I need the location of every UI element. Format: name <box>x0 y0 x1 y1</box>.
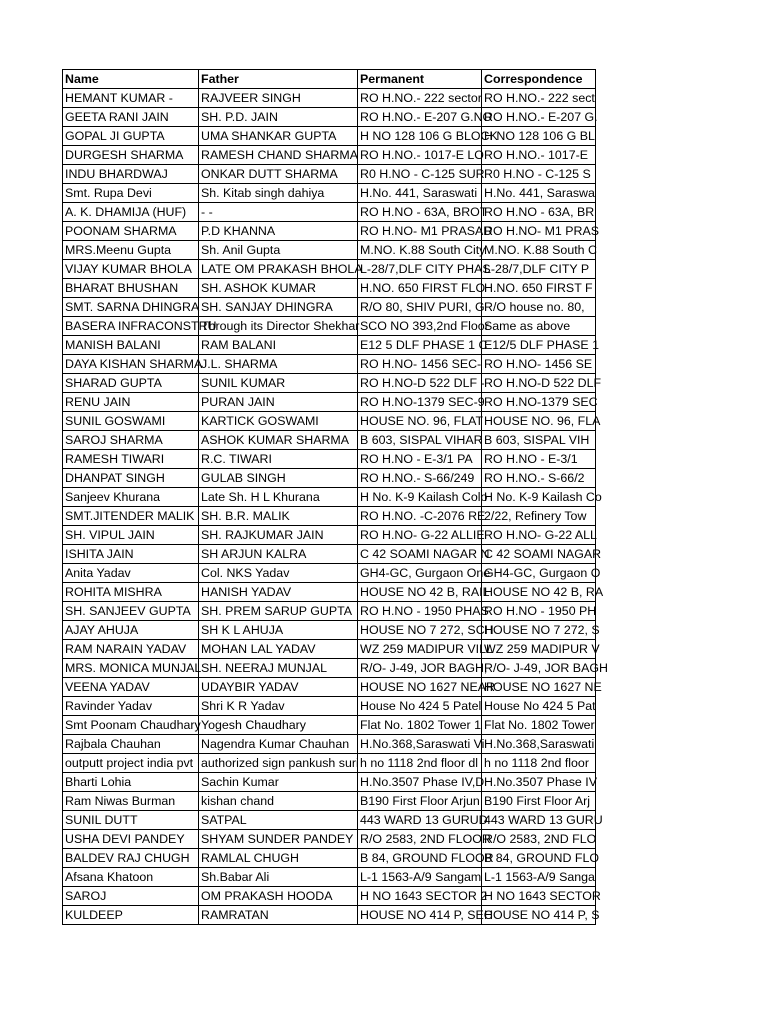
permanent-cell[interactable]: H.No.3507 Phase IV,D <box>358 773 482 792</box>
table-row <box>63 754 596 773</box>
name-cell[interactable]: RAM NARAIN YADAV <box>63 640 199 659</box>
correspondence-cell[interactable]: B 84, GROUND FLO <box>482 849 596 868</box>
father-cell[interactable]: SH. NEERAJ MUNJAL <box>199 659 358 678</box>
table-row <box>63 127 596 146</box>
name-cell[interactable]: GEETA RANI JAIN <box>63 108 199 127</box>
column-header-permanent[interactable]: Permanent <box>358 70 482 89</box>
name-cell[interactable]: outputt project india pvt <box>63 754 199 773</box>
permanent-cell[interactable]: HOUSE NO 414 P, SEC <box>358 906 482 925</box>
father-cell[interactable]: Shri K R Yadav <box>199 697 358 716</box>
father-cell[interactable]: Nagendra Kumar Chauhan <box>199 735 358 754</box>
correspondence-cell[interactable]: RO H.NO.- E-207 G. <box>482 108 596 127</box>
table-row <box>63 431 596 450</box>
father-cell[interactable]: RAMLAL CHUGH <box>199 849 358 868</box>
table-row <box>63 887 596 906</box>
table-row <box>63 412 596 431</box>
permanent-cell[interactable]: RO H.NO- 1456 SEC- <box>358 355 482 374</box>
table-row <box>63 697 596 716</box>
table-row <box>63 222 596 241</box>
table-row <box>63 564 596 583</box>
father-cell[interactable]: SH K L AHUJA <box>199 621 358 640</box>
table-row <box>63 526 596 545</box>
table-row <box>63 317 596 336</box>
table-row <box>63 868 596 887</box>
correspondence-cell[interactable]: RO H.NO - 1950 PH <box>482 602 596 621</box>
father-cell[interactable]: ASHOK KUMAR SHARMA <box>199 431 358 450</box>
correspondence-cell[interactable]: HOUSE NO 42 B, RA <box>482 583 596 602</box>
permanent-cell[interactable]: RO H.NO.- S-66/249 <box>358 469 482 488</box>
correspondence-cell[interactable]: RO H.NO-1379 SEC <box>482 393 596 412</box>
correspondence-cell[interactable]: h no 1118 2nd floor <box>482 754 596 773</box>
father-cell[interactable]: Sh. Kitab singh dahiya <box>199 184 358 203</box>
permanent-cell[interactable]: WZ 259 MADIPUR VILL <box>358 640 482 659</box>
permanent-cell[interactable]: 443 WARD 13 GURUD <box>358 811 482 830</box>
name-cell[interactable]: BALDEV RAJ CHUGH <box>63 849 199 868</box>
table-row <box>63 203 596 222</box>
father-cell[interactable]: P.D KHANNA <box>199 222 358 241</box>
correspondence-cell[interactable]: H.No.3507 Phase IV <box>482 773 596 792</box>
correspondence-cell[interactable]: H.NO. 650 FIRST F <box>482 279 596 298</box>
name-cell[interactable]: Smt. Rupa Devi <box>63 184 199 203</box>
data-table <box>62 69 608 925</box>
table-row <box>63 640 596 659</box>
name-cell[interactable]: Afsana Khatoon <box>63 868 199 887</box>
table-row <box>63 811 596 830</box>
father-cell[interactable]: authorized sign pankush suri <box>199 754 358 773</box>
permanent-cell[interactable]: HOUSE NO 42 B, RAIL <box>358 583 482 602</box>
name-cell[interactable]: RENU JAIN <box>63 393 199 412</box>
father-cell[interactable]: GULAB SINGH <box>199 469 358 488</box>
name-cell[interactable]: SAROJ <box>63 887 199 906</box>
correspondence-cell[interactable]: 2/22, Refinery Tow <box>482 507 596 526</box>
table-row <box>63 298 596 317</box>
permanent-cell[interactable]: R/O 2583, 2ND FLOOR <box>358 830 482 849</box>
permanent-cell[interactable]: M.NO. K.88 South City <box>358 241 482 260</box>
permanent-cell[interactable]: R/O 80, SHIV PURI, G <box>358 298 482 317</box>
permanent-cell[interactable]: L-28/7,DLF CITY PHAS <box>358 260 482 279</box>
father-cell[interactable]: SUNIL KUMAR <box>199 374 358 393</box>
table-row <box>63 545 596 564</box>
permanent-cell[interactable]: h no 1118 2nd floor dl <box>358 754 482 773</box>
correspondence-cell[interactable]: HOUSE NO 7 272, S <box>482 621 596 640</box>
name-cell[interactable]: SH. VIPUL JAIN <box>63 526 199 545</box>
permanent-cell[interactable]: B190 First Floor Arjun <box>358 792 482 811</box>
table-row <box>63 146 596 165</box>
name-cell[interactable]: Bharti Lohia <box>63 773 199 792</box>
table-row <box>63 184 596 203</box>
table-row <box>63 374 596 393</box>
father-cell[interactable]: SH. P.D. JAIN <box>199 108 358 127</box>
father-cell[interactable]: SH ARJUN KALRA <box>199 545 358 564</box>
name-cell[interactable]: SH. SANJEEV GUPTA <box>63 602 199 621</box>
table-row <box>63 279 596 298</box>
father-cell[interactable]: RAMRATAN <box>199 906 358 925</box>
father-cell[interactable]: LATE OM PRAKASH BHOLA <box>199 260 358 279</box>
father-cell[interactable]: - - <box>199 203 358 222</box>
father-cell[interactable]: OM PRAKASH HOODA <box>199 887 358 906</box>
correspondence-cell[interactable]: R/O- J-49, JOR BAGH <box>482 659 596 678</box>
name-cell[interactable]: ISHITA JAIN <box>63 545 199 564</box>
father-cell[interactable]: SHYAM SUNDER PANDEY <box>199 830 358 849</box>
name-cell[interactable]: SUNIL GOSWAMI <box>63 412 199 431</box>
name-cell[interactable]: DAYA KISHAN SHARMA <box>63 355 199 374</box>
table-row <box>63 621 596 640</box>
name-cell[interactable]: MRS. MONICA MUNJAL <box>63 659 199 678</box>
name-cell[interactable]: VEENA YADAV <box>63 678 199 697</box>
name-cell[interactable]: GOPAL JI GUPTA <box>63 127 199 146</box>
father-cell[interactable]: SH. B.R. MALIK <box>199 507 358 526</box>
correspondence-cell[interactable]: RO H.NO - E-3/1 <box>482 450 596 469</box>
correspondence-cell[interactable]: House No 424 5 Pat <box>482 697 596 716</box>
table-row <box>63 336 596 355</box>
name-cell[interactable]: SMT. SARNA DHINGRA <box>63 298 199 317</box>
name-cell[interactable]: Ram Niwas Burman <box>63 792 199 811</box>
correspondence-cell[interactable]: L-1 1563-A/9 Sanga <box>482 868 596 887</box>
father-cell[interactable]: Through its Director Shekhar <box>199 317 358 336</box>
father-cell[interactable]: RAJVEER SINGH <box>199 89 358 108</box>
table-row <box>63 108 596 127</box>
permanent-cell[interactable]: Flat No. 1802 Tower 1 <box>358 716 482 735</box>
correspondence-cell[interactable]: R/O 2583, 2ND FLO <box>482 830 596 849</box>
table-row <box>63 260 596 279</box>
correspondence-cell[interactable]: H.No.368,Saraswati <box>482 735 596 754</box>
father-cell[interactable]: Sachin Kumar <box>199 773 358 792</box>
permanent-cell[interactable]: R/O- J-49, JOR BAGH, <box>358 659 482 678</box>
permanent-cell[interactable]: RO H.NO-D 522 DLF - <box>358 374 482 393</box>
father-cell[interactable]: J.L. SHARMA <box>199 355 358 374</box>
correspondence-cell[interactable]: HOUSE NO. 96, FLA <box>482 412 596 431</box>
column-header-father[interactable]: Father <box>199 70 358 89</box>
name-cell[interactable]: A. K. DHAMIJA (HUF) <box>63 203 199 222</box>
name-cell[interactable]: INDU BHARDWAJ <box>63 165 199 184</box>
table-row <box>63 849 596 868</box>
permanent-cell[interactable]: H.No.368,Saraswati Vi <box>358 735 482 754</box>
permanent-cell[interactable]: RO H.NO - 1950 PHAS <box>358 602 482 621</box>
permanent-cell[interactable]: H No. K-9 Kailash Colo <box>358 488 482 507</box>
table-row <box>63 488 596 507</box>
permanent-cell[interactable]: RO H.NO.- 222 sector <box>358 89 482 108</box>
permanent-cell[interactable]: RO H.NO.- 1017-E LO <box>358 146 482 165</box>
permanent-cell[interactable]: R0 H.NO - C-125 SUR <box>358 165 482 184</box>
name-cell[interactable]: KULDEEP <box>63 906 199 925</box>
father-cell[interactable]: UMA SHANKAR GUPTA <box>199 127 358 146</box>
father-cell[interactable]: UDAYBIR YADAV <box>199 678 358 697</box>
correspondence-cell[interactable]: 443 WARD 13 GURU <box>482 811 596 830</box>
correspondence-cell[interactable]: Flat No. 1802 Tower <box>482 716 596 735</box>
permanent-cell[interactable]: RO H.NO-1379 SEC-9 <box>358 393 482 412</box>
name-cell[interactable]: VIJAY KUMAR BHOLA <box>63 260 199 279</box>
table-row <box>63 469 596 488</box>
name-cell[interactable]: SUNIL DUTT <box>63 811 199 830</box>
permanent-cell[interactable]: C 42 SOAMI NAGAR N <box>358 545 482 564</box>
correspondence-cell[interactable]: RO H.NO - 63A, BR <box>482 203 596 222</box>
permanent-cell[interactable]: B 603, SISPAL VIHAR <box>358 431 482 450</box>
name-cell[interactable]: POONAM SHARMA <box>63 222 199 241</box>
correspondence-cell[interactable]: H NO 1643 SECTOR <box>482 887 596 906</box>
correspondence-cell[interactable]: HOUSE NO 414 P, S <box>482 906 596 925</box>
correspondence-cell[interactable]: RO H.NO- 1456 SE <box>482 355 596 374</box>
father-cell[interactable]: RAM BALANI <box>199 336 358 355</box>
correspondence-cell[interactable]: RO H.NO- M1 PRAS <box>482 222 596 241</box>
permanent-cell[interactable]: HOUSE NO 1627 NEAR <box>358 678 482 697</box>
father-cell[interactable]: Sh.Babar Ali <box>199 868 358 887</box>
name-cell[interactable]: Smt Poonam Chaudhary <box>63 716 199 735</box>
correspondence-cell[interactable]: M.NO. K.88 South C <box>482 241 596 260</box>
name-cell[interactable]: DHANPAT SINGH <box>63 469 199 488</box>
correspondence-cell[interactable]: Same as above <box>482 317 596 336</box>
table-row <box>63 659 596 678</box>
permanent-cell[interactable]: H NO 128 106 G BLOCK <box>358 127 482 146</box>
correspondence-cell[interactable]: R0 H.NO - C-125 S <box>482 165 596 184</box>
permanent-cell[interactable]: RO H.NO- G-22 ALLIE <box>358 526 482 545</box>
correspondence-cell[interactable]: RO H.NO.- 222 sect <box>482 89 596 108</box>
correspondence-cell[interactable]: RO H.NO-D 522 DLF <box>482 374 596 393</box>
correspondence-cell[interactable]: RO H.NO- G-22 ALL <box>482 526 596 545</box>
permanent-cell[interactable]: RO H.NO- M1 PRASAD <box>358 222 482 241</box>
name-cell[interactable]: Rajbala Chauhan <box>63 735 199 754</box>
father-cell[interactable]: SH. SANJAY DHINGRA <box>199 298 358 317</box>
table-row <box>63 165 596 184</box>
father-cell[interactable]: MOHAN LAL YADAV <box>199 640 358 659</box>
name-cell[interactable]: HEMANT KUMAR - <box>63 89 199 108</box>
father-cell[interactable]: SATPAL <box>199 811 358 830</box>
header-row <box>63 70 596 89</box>
table-row <box>63 355 596 374</box>
correspondence-cell[interactable]: WZ 259 MADIPUR V <box>482 640 596 659</box>
permanent-cell[interactable]: HOUSE NO 7 272, SCH <box>358 621 482 640</box>
table-row <box>63 507 596 526</box>
column-header-correspondence[interactable]: Correspondence <box>482 70 596 89</box>
name-cell[interactable]: SAROJ SHARMA <box>63 431 199 450</box>
table-row <box>63 450 596 469</box>
name-cell[interactable]: SHARAD GUPTA <box>63 374 199 393</box>
permanent-cell[interactable]: RO H.NO - E-3/1 PA <box>358 450 482 469</box>
table-row <box>63 830 596 849</box>
permanent-cell[interactable]: B 84, GROUND FLOOR <box>358 849 482 868</box>
correspondence-cell[interactable]: GH4-GC, Gurgaon O <box>482 564 596 583</box>
permanent-cell[interactable]: H.No. 441, Saraswati <box>358 184 482 203</box>
table-row <box>63 773 596 792</box>
name-cell[interactable]: RAMESH TIWARI <box>63 450 199 469</box>
name-cell[interactable]: SMT.JITENDER MALIK <box>63 507 199 526</box>
name-cell[interactable]: USHA DEVI PANDEY <box>63 830 199 849</box>
table-row <box>63 602 596 621</box>
table-row <box>63 241 596 260</box>
father-cell[interactable]: kishan chand <box>199 792 358 811</box>
father-cell[interactable]: Late Sh. H L Khurana <box>199 488 358 507</box>
name-cell[interactable]: MRS.Meenu Gupta <box>63 241 199 260</box>
table-body <box>63 89 608 925</box>
name-cell[interactable]: Sanjeev Khurana <box>63 488 199 507</box>
correspondence-cell[interactable]: B 603, SISPAL VIH <box>482 431 596 450</box>
spreadsheet <box>62 69 608 925</box>
father-cell[interactable]: SH. PREM SARUP GUPTA <box>199 602 358 621</box>
father-cell[interactable]: Sh. Anil Gupta <box>199 241 358 260</box>
father-cell[interactable]: ONKAR DUTT SHARMA <box>199 165 358 184</box>
name-cell[interactable]: BASERA INFRACONSTRU <box>63 317 199 336</box>
correspondence-cell[interactable]: RO H.NO.- 1017-E <box>482 146 596 165</box>
father-cell[interactable]: SH. RAJKUMAR JAIN <box>199 526 358 545</box>
name-cell[interactable]: DURGESH SHARMA <box>63 146 199 165</box>
correspondence-cell[interactable]: H NO 128 106 G BL <box>482 127 596 146</box>
correspondence-cell[interactable]: L-28/7,DLF CITY P <box>482 260 596 279</box>
correspondence-cell[interactable]: RO H.NO.- S-66/2 <box>482 469 596 488</box>
correspondence-cell[interactable]: B190 First Floor Arj <box>482 792 596 811</box>
correspondence-cell[interactable]: E12/5 DLF PHASE 1 <box>482 336 596 355</box>
table-row <box>63 906 596 925</box>
permanent-cell[interactable]: H NO 1643 SECTOR 2 <box>358 887 482 906</box>
father-cell[interactable]: Col. NKS Yadav <box>199 564 358 583</box>
table-row <box>63 735 596 754</box>
father-cell[interactable]: Yogesh Chaudhary <box>199 716 358 735</box>
name-cell[interactable]: Ravinder Yadav <box>63 697 199 716</box>
table-row <box>63 678 596 697</box>
name-cell[interactable]: BHARAT BHUSHAN <box>63 279 199 298</box>
permanent-cell[interactable]: RO H.NO.- E-207 G.NO <box>358 108 482 127</box>
table-row <box>63 583 596 602</box>
table-row <box>63 792 596 811</box>
correspondence-cell[interactable]: H.No. 441, Saraswa <box>482 184 596 203</box>
father-cell[interactable]: R.C. TIWARI <box>199 450 358 469</box>
table-row <box>63 89 596 108</box>
permanent-cell[interactable]: L-1 1563-A/9 Sangam <box>358 868 482 887</box>
permanent-cell[interactable]: H.NO. 650 FIRST FLO <box>358 279 482 298</box>
column-header-name[interactable]: Name <box>63 70 199 89</box>
name-cell[interactable]: AJAY AHUJA <box>63 621 199 640</box>
father-cell[interactable]: HANISH YADAV <box>199 583 358 602</box>
permanent-cell[interactable]: HOUSE NO. 96, FLAT <box>358 412 482 431</box>
permanent-cell[interactable]: E12 5 DLF PHASE 1 C <box>358 336 482 355</box>
correspondence-cell[interactable]: C 42 SOAMI NAGAR <box>482 545 596 564</box>
permanent-cell[interactable]: House No 424 5 Patel <box>358 697 482 716</box>
father-cell[interactable]: PURAN JAIN <box>199 393 358 412</box>
table-row <box>63 716 596 735</box>
name-cell[interactable]: Anita Yadav <box>63 564 199 583</box>
name-cell[interactable]: MANISH BALANI <box>63 336 199 355</box>
father-cell[interactable]: KARTICK GOSWAMI <box>199 412 358 431</box>
correspondence-cell[interactable]: R/O house no. 80, <box>482 298 596 317</box>
permanent-cell[interactable]: GH4-GC, Gurgaon One <box>358 564 482 583</box>
table-row <box>63 393 596 412</box>
permanent-cell[interactable]: RO H.NO. -C-2076 RE <box>358 507 482 526</box>
correspondence-cell[interactable]: H No. K-9 Kailash Co <box>482 488 596 507</box>
permanent-cell[interactable]: RO H.NO - 63A, BROT <box>358 203 482 222</box>
name-cell[interactable]: ROHITA MISHRA <box>63 583 199 602</box>
correspondence-cell[interactable]: HOUSE NO 1627 NE <box>482 678 596 697</box>
father-cell[interactable]: RAMESH CHAND SHARMA <box>199 146 358 165</box>
permanent-cell[interactable]: SCO NO 393,2nd Floor <box>358 317 482 336</box>
father-cell[interactable]: SH. ASHOK KUMAR <box>199 279 358 298</box>
